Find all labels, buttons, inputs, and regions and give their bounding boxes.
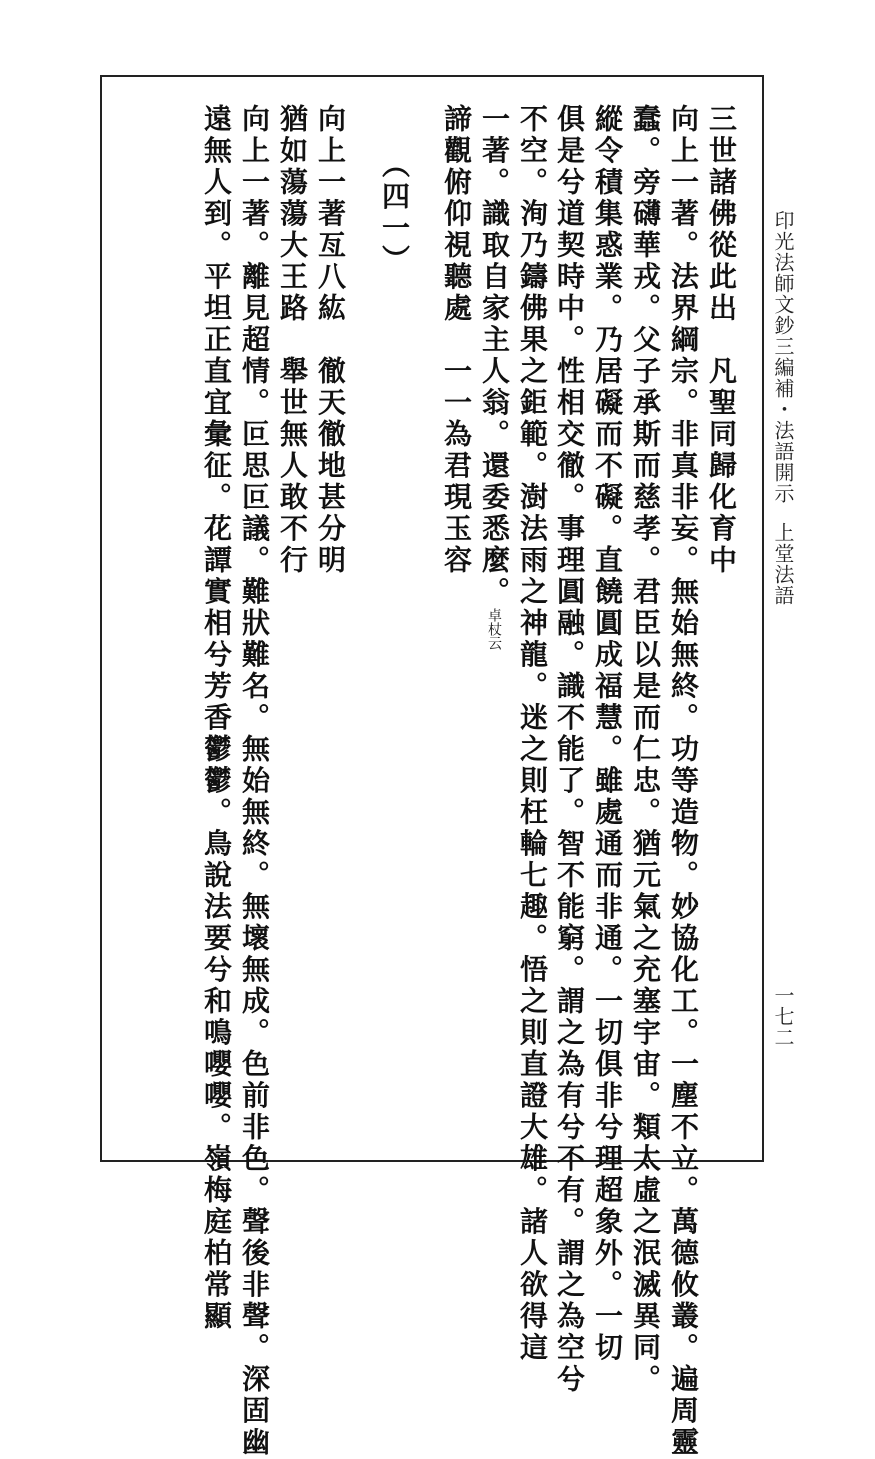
text-column: 蠢。旁礴華戎。父子承斯而慈孝。君臣以是而仁忠。猶元氣之充塞宇宙。類太虛之泯滅異同。 — [629, 104, 662, 1396]
page-number: 一七二 — [771, 985, 795, 1048]
column-text: 一著。識取自家主人翁。還委悉麼。 — [478, 104, 511, 608]
book-title: 印光法師文鈔三編補・法語開示 — [771, 210, 795, 504]
inline-note: 卓杖云 — [486, 608, 502, 650]
text-column: 諦觀俯仰視聽處 一一為君現玉容 — [440, 104, 473, 577]
section-number: （四一） — [378, 150, 411, 276]
text-column: 不空。洵乃鑄佛果之鉅範。澍法雨之神龍。迷之則枉輪七趣。悟之則直證大雄。諸人欲得這 — [516, 104, 549, 1364]
text-column: 向上一著。離見超情。叵思叵議。難狀難名。無始無終。無壞無成。色前非色。聲後非聲。深固幽 — [238, 104, 271, 1459]
text-column: 遠無人到。平坦正直宜彙征。花譚實相兮芳香鬱鬱。鳥說法要兮和鳴嚶嚶。嶺梅庭柏常顯 — [200, 104, 233, 1333]
text-column: 猶如蕩蕩大王路 舉世無人敢不行 — [276, 104, 309, 577]
section-title: 上堂法語 — [771, 522, 795, 606]
text-column: 向上一著。法界綱宗。非真非妄。無始無終。功等造物。妙協化工。一塵不立。萬德攸叢。遍周靈 — [667, 104, 700, 1459]
text-column — [478, 104, 511, 650]
text-column: 縱令積集惑業。乃居礙而不礙。直饒圓成福慧。雖處通而非通。一切俱非兮理超象外。一切 — [591, 104, 624, 1364]
text-column: 俱是兮道契時中。性相交徹。事理圓融。識不能了。智不能窮。謂之為有兮不有。謂之為空兮 — [553, 104, 586, 1396]
text-column: 向上一著亙八紘 徹天徹地甚分明 — [314, 104, 347, 577]
text-column: 三世諸佛從此出 凡聖同歸化育中 — [705, 104, 738, 577]
